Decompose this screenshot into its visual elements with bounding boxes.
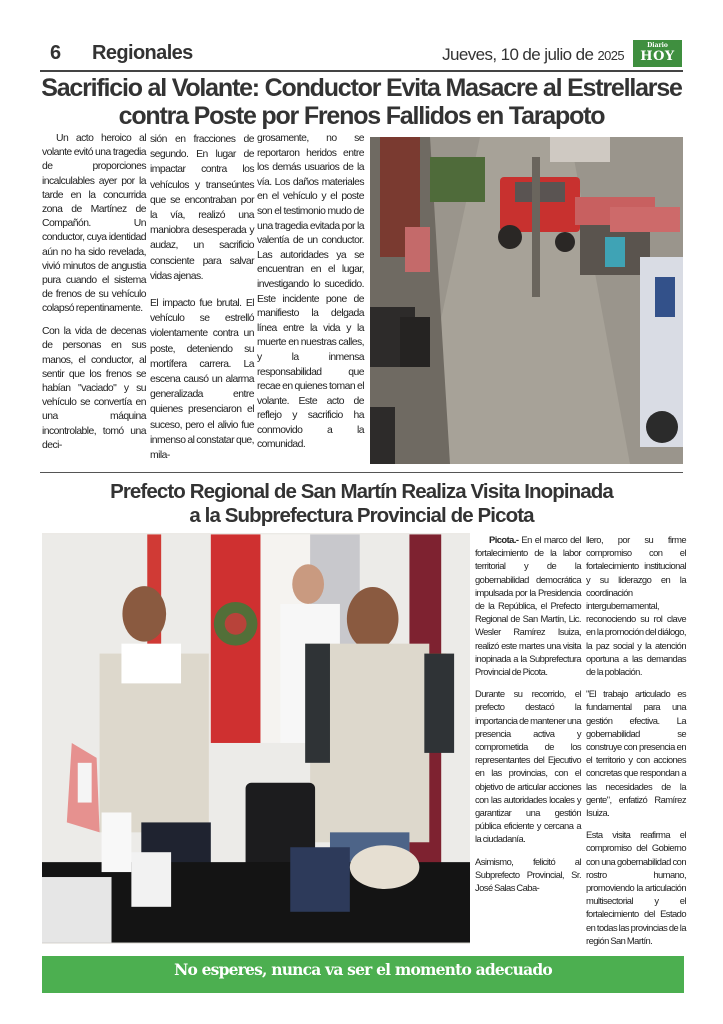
motto-text: No esperes, nunca va ser el momento adecuado: [174, 960, 552, 979]
article2-headline-line2: a la Subprefectura Provincial de Picota: [189, 504, 534, 527]
paragraph: grosamente, no se reportaron heridos entre los demás usuarios de la vía. Los daños materiales en el vehículo y el poste son el testimonio mudo de una tragedia evitada por la valentía de un conductor. Las autoridades ya se encuentran en el lugar, investigando lo sucedido. Este incidente pone de manifiesto la delgada línea entre la vida y la muerte en nuestras calles, y la inmensa responsabilidad que recae en quienes toman el volante. Este acto de reflejo y sacrificio ha conmovido a la comunidad.: [257, 133, 364, 451]
section-title: Regionales: [92, 42, 193, 64]
logo-big-text: HOY: [640, 49, 675, 64]
article1-column-2: [150, 132, 254, 463]
header-rule: [40, 70, 683, 72]
paragraph: "El trabajo articulado es fundamental para una gestión efectiva. La gobernabilidad se construye con presencia en el territorio y con acciones concretas que respondan a las necesidades de la gente", enfatizó Ramírez Isuiza.: [586, 688, 686, 819]
article2-column-2: [586, 533, 686, 947]
article1-column-3: [257, 132, 364, 462]
paragraph: Asimismo, felicitó al Subprefecto Provincial, Sr. José Salas Caba-: [475, 855, 581, 894]
street-scene-illustration: [370, 137, 683, 464]
paragraph: Un acto heroico al volante evitó una tragedia de proporciones incalculables ayer por la tarde en la concurrida zona de Martínez de Compañón. Un conductor, cuya identidad aún no ha sido revelada, vivió minutos de angustia pura cuando el sistema de frenos de su vehículo colapsó repentinamente.: [42, 133, 146, 315]
article2-headline: [40, 480, 683, 528]
article1-headline-line1: Sacrificio al Volante: Conductor Evita Masacre al Estrellarse: [41, 74, 682, 102]
article1-headline-line2: contra Poste por Frenos Fallidos en Tarapoto: [118, 102, 605, 130]
page-header: [40, 40, 682, 68]
issue-year: 2025: [597, 48, 624, 63]
article1-column-1: [42, 132, 146, 462]
paragraph: Durante su recorrido, el prefecto destacó la importancia de mantener una presencia activa y comprometida de los representantes del Ejecutivo en las provincias, con el objetivo de articular acciones con las autoridades locales y garantizar una gestión pública eficiente y cercana a la ciudadanía.: [475, 688, 581, 845]
article1-headline: [40, 74, 683, 130]
office-scene-illustration: [42, 533, 470, 944]
paragraph: Esta visita reafirma el compromiso del Gobierno con una gobernabilidad con rostro humano, promoviendo la articulación multisectorial y el fortalecimiento del Estado en todas las provincias de la región San Martín.: [586, 829, 686, 946]
diario-hoy-logo: [633, 40, 682, 67]
article2-column-1: [475, 533, 581, 894]
lead-text: En el marco del fortalecimiento de la labor territorial y de la gobernabilidad democrática impulsada por la Presidencia de la República, el Prefecto Regional de San Martín, Lic. Wesler Ramírez Isuiza, realizó este martes una visita inopinada a la Subprefectura Provincial de Picota.: [475, 534, 581, 678]
article2-headline-line1: Prefecto Regional de San Martín Realiza Visita Inopinada: [110, 480, 613, 503]
issue-date: [442, 45, 624, 65]
logo-small-text: Diario: [647, 42, 668, 49]
dateline: Picota.-: [489, 534, 519, 545]
paragraph: sión en fracciones de segundo. En lugar de impactar contra los vehículos y transeúntes que se encontraban por la vía, realizó una maniobra desesperada y audaz, un sacrificio consciente para salvar vidas ajenas.: [150, 134, 254, 282]
paragraph: Con la vida de decenas de personas en sus manos, el conductor, al sentir que los frenos se habían "vaciado" y su vehículo se convertía en una máquina incontrolable, tomó una deci-: [42, 326, 146, 451]
paragraph: El impacto fue brutal. El vehículo se estrelló violentamente contra un poste, deteniendo su mortífera carrera. La escena causó un alarma generalizada entre quienes presenciaron el suceso, pero el alivio fue inmenso al constatar que, mila-: [150, 298, 254, 462]
article-divider: [40, 472, 683, 473]
paragraph: [475, 533, 581, 678]
paragraph: llero, por su firme compromiso con el fortalecimiento institucional y su liderazgo en la coordinación intergubernamental, reconociendo su rol clave en la promoción del diálogo, la paz social y la atención oportuna a las demandas de la población.: [586, 534, 686, 678]
prefect-visit-photo: [42, 533, 470, 944]
page-number: 6: [50, 42, 62, 64]
issue-date-main: Jueves, 10 de julio de: [442, 45, 594, 64]
motto-banner: [42, 956, 684, 993]
crash-scene-photo: [370, 137, 683, 464]
